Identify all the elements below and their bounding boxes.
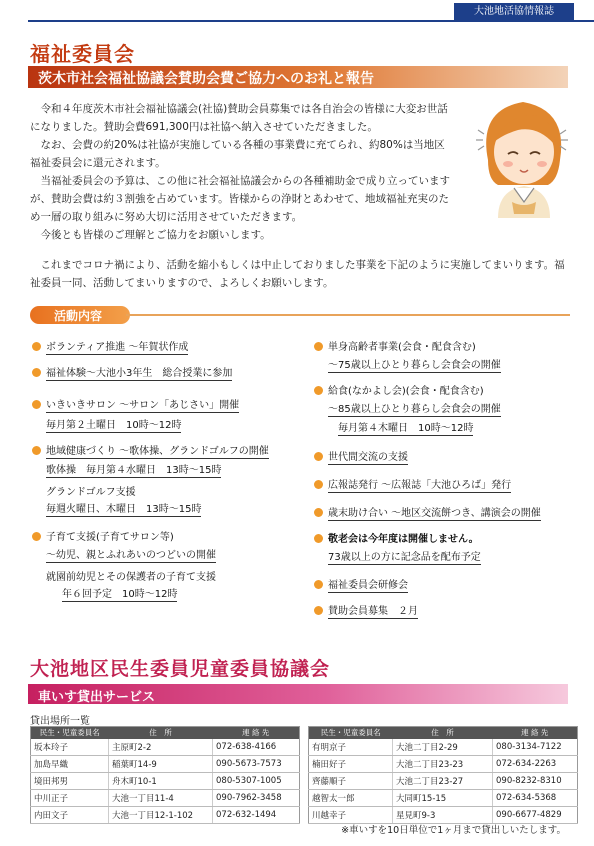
activity-item: 給食(なかよし会)(会食・配食含む) ～85歳以上ひとり暮らし会食会の開催 毎月第４木曜日 10時～12時 xyxy=(314,384,501,437)
table-row: 越智太一郎 大同町15-15 072-634-5368 xyxy=(309,790,578,807)
col-header-contact: 連 絡 先 xyxy=(493,727,578,739)
bullet-icon xyxy=(314,342,323,351)
table-row: 齊藤順子 大池二丁目23-27 090-8232-8310 xyxy=(309,773,578,790)
table-row: 有明京子 大池二丁目2-29 080-3134-7122 xyxy=(309,739,578,756)
section2-banner xyxy=(28,684,568,704)
activity-item: 広報誌発行 ～広報誌「大池ひろば」発行 xyxy=(314,478,511,494)
section1-banner xyxy=(28,66,568,88)
bullet-icon xyxy=(32,446,41,455)
activities-rule xyxy=(126,314,570,316)
activity-item: 敬老会は今年度は開催しません。 73歳以上の方に記念品を配布予定 xyxy=(314,532,481,566)
activities-heading-text: 活動内容 xyxy=(54,309,103,323)
activity-item: 世代間交流の支援 xyxy=(314,450,408,466)
table-row: 境田邦男 舟木町10-1 080-5307-1005 xyxy=(31,773,300,790)
activity-item: 子育て支援(子育てサロン等) ～幼児、親とふれあいのつどいの開催 就園前幼児とその保護者の子育て支援 年６回予定 10時～12時 xyxy=(32,530,216,603)
table-row: 川越幸子 星見町9-3 090-6677-4829 xyxy=(309,807,578,824)
bullet-icon xyxy=(32,368,41,377)
activity-item: 単身高齢者事業(会食・配食含む) ～75歳以上ひとり暮らし会食会の開催 xyxy=(314,340,501,374)
col-header-address: 住 所 xyxy=(393,727,493,739)
bullet-icon xyxy=(314,606,323,615)
bullet-icon xyxy=(314,452,323,461)
bowing-woman-illustration xyxy=(468,90,578,220)
table-row: 楠田好子 大池二丁目23-23 072-634-2263 xyxy=(309,756,578,773)
col-header-name: 民生・児童委員名 xyxy=(31,727,109,739)
activity-item: 歳末助け合い ～地区交流餅つき、講演会の開催 xyxy=(314,506,541,522)
newsletter-tag: 大池地活協情報誌 xyxy=(454,3,574,20)
col-header-name: 民生・児童委員名 xyxy=(309,727,393,739)
activities-pill xyxy=(30,306,130,324)
activity-item: 福祉体験～大池小3年生 総合授業に参加 xyxy=(32,366,232,382)
activity-item: 賛助会員募集 ２月 xyxy=(314,604,418,620)
section2-banner-text: 車いす貸出サービス xyxy=(38,690,156,705)
bullet-icon xyxy=(314,386,323,395)
section1-banner-text: 茨木市社会福祉協議会賛助会費ご協力へのお礼と報告 xyxy=(38,71,374,87)
activity-item: 福祉委員会研修会 xyxy=(314,578,408,594)
table-row: 坂本玲子 主原町2-2 072-638-4166 xyxy=(31,739,300,756)
col-header-address: 住 所 xyxy=(109,727,213,739)
table-row: 加島早織 稲葉町14-9 090-5673-7573 xyxy=(31,756,300,773)
top-rule xyxy=(28,20,594,22)
paragraph-1: 令和４年度茨木市社会福祉協議会(社協)賛助会員募集では各自治会の皆様に大変お世話になりました。賛助会費691,300円は社協へ納入させていただきました。 xyxy=(30,103,448,133)
rental-list-label: 貸出場所一覧 xyxy=(30,716,90,727)
bullet-icon xyxy=(314,480,323,489)
bullet-icon xyxy=(314,580,323,589)
activity-item: 地域健康づくり ～歌体操、グランドゴルフの開催 歌体操 毎月第４水曜日 13時～15時 グランドゴルフ支援 毎週火曜日、木曜日 13時～15時 xyxy=(32,444,269,518)
bullet-icon xyxy=(32,400,41,409)
rental-table-right xyxy=(308,726,578,824)
section2-title: 大池地区民生委員児童委員協議会 xyxy=(30,658,331,680)
bullet-icon xyxy=(314,534,323,543)
paragraph-2: なお、会費の約20%は社協が実施している各種の事業費に充てられ、約80%は当地区福祉委員会に還元されます。 xyxy=(30,139,445,169)
activities-heading xyxy=(30,306,570,324)
section1-title: 福祉委員会 xyxy=(30,42,135,66)
col-header-contact: 連 絡 先 xyxy=(213,727,300,739)
table-row: 中川正子 大池一丁目11-4 090-7962-3458 xyxy=(31,790,300,807)
rental-table-left xyxy=(30,726,300,824)
top-bar xyxy=(0,0,594,22)
table-row: 内田文子 大池一丁目12-1-102 072-632-1494 xyxy=(31,807,300,824)
bullet-icon xyxy=(32,342,41,351)
bullet-icon xyxy=(32,532,41,541)
bullet-icon xyxy=(314,508,323,517)
activity-item: ボランティア推進 ～年賀状作成 xyxy=(32,340,188,356)
paragraph-5: これまでコロナ禍により、活動を縮小もしくは中止しておりました事業を下記のように実施してまいります。福祉委員一同、活動してまいりますので、よろしくお願いします。 xyxy=(30,259,565,289)
rental-note: ※車いすを10日単位で1ヶ月まで貸出しいたします。 xyxy=(341,825,566,836)
paragraph-3: 当福祉委員会の予算は、この他に社会福祉協議会からの各種補助金で成り立っていますが、賛助会費は約３割強を占めています。皆様からの浄財とあわせて、地域福祉充実のため一層の取り組みに努め大切に活用させていただきます。 xyxy=(30,175,450,223)
paragraph-4: 今後とも皆様のご理解とご協力をお願いします。 xyxy=(40,229,271,241)
activity-item: いきいきサロン ～サロン「あじさい」開催 毎月第２土曜日 10時～12時 xyxy=(32,398,239,434)
